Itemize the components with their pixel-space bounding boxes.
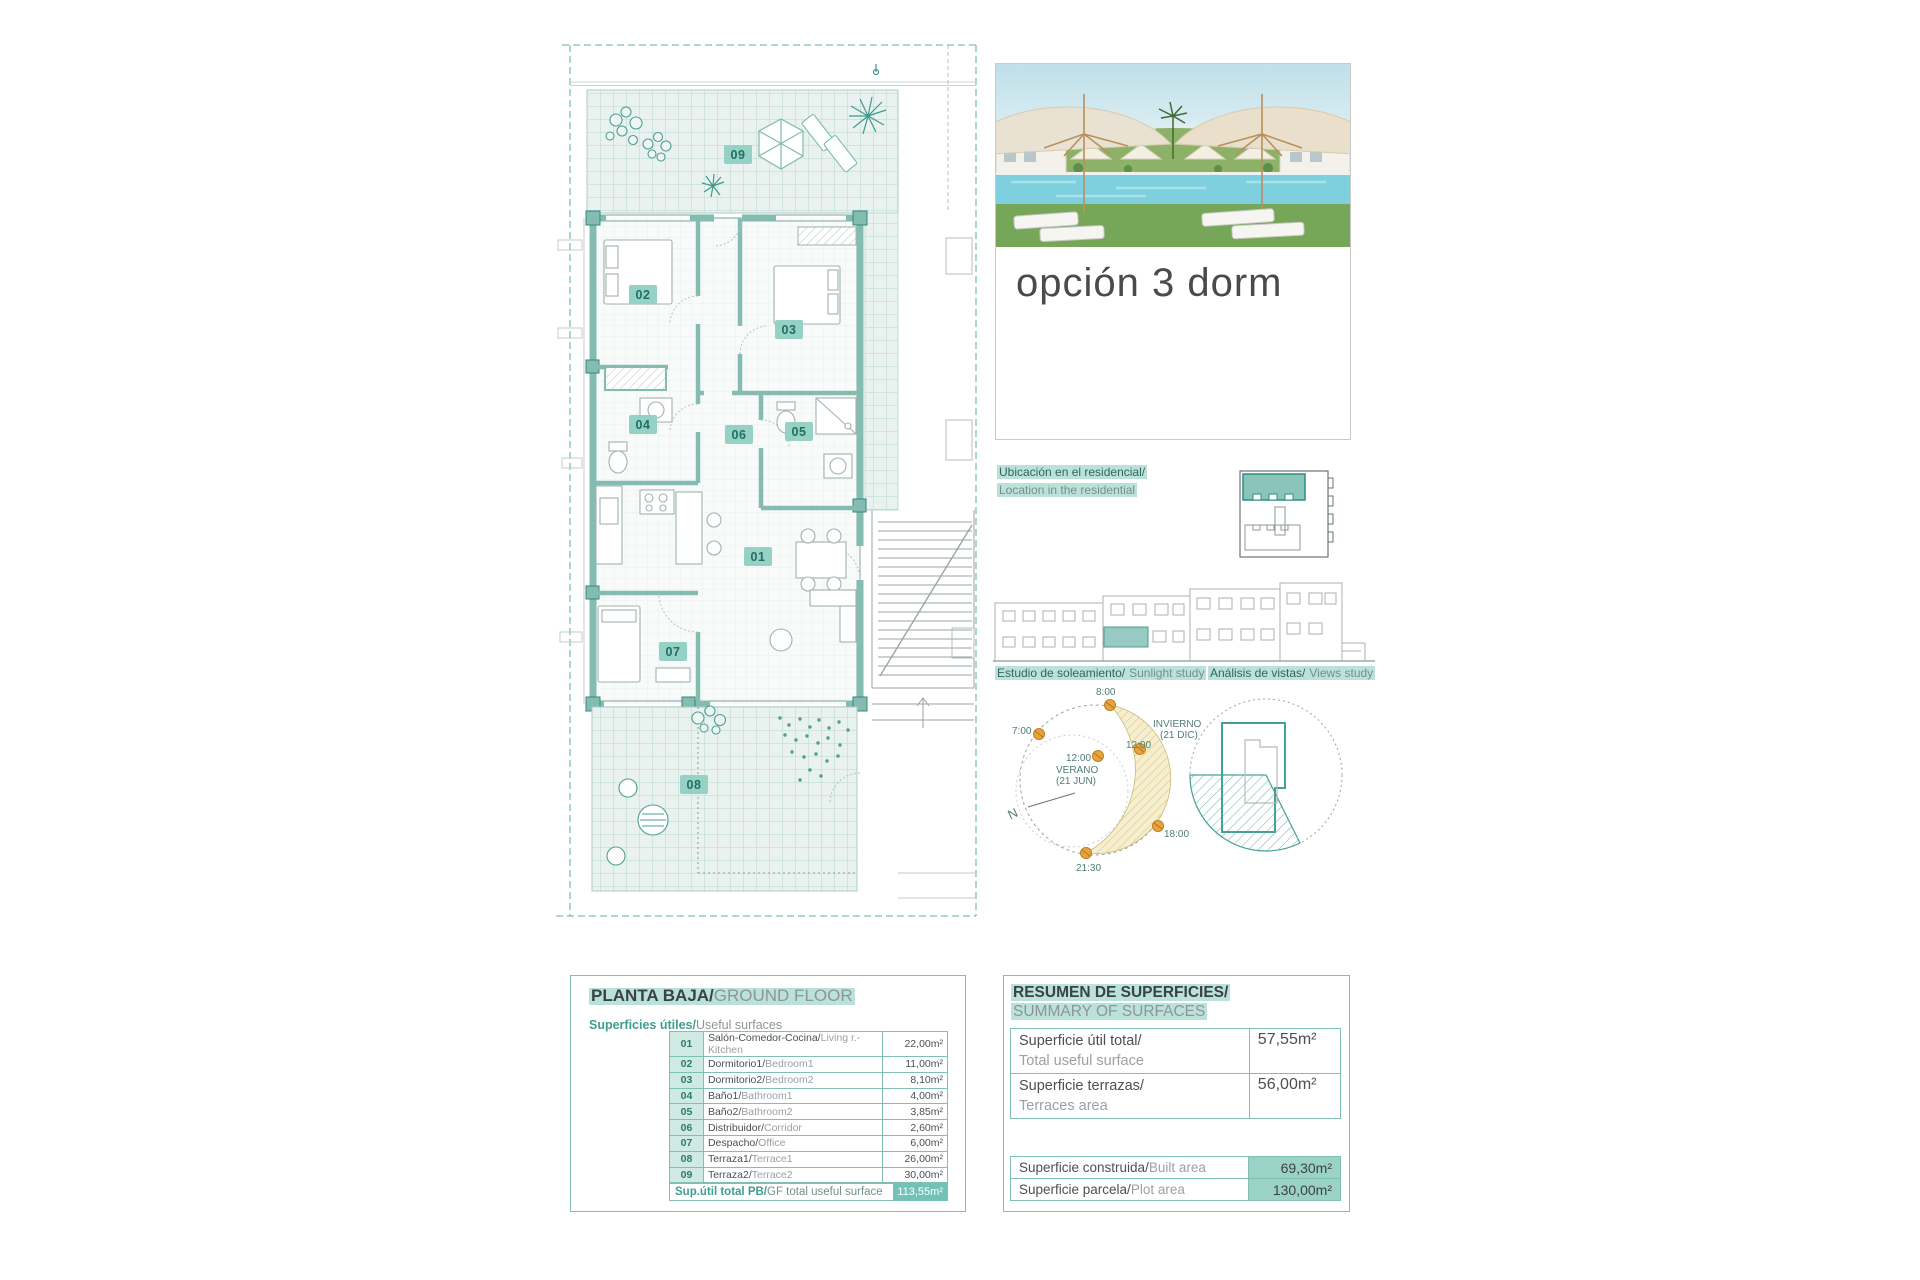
row-value: 2,60m² [883,1120,948,1136]
table-row [670,1167,948,1183]
row-name-en: Office [758,1137,786,1150]
row-code: 07 [670,1135,704,1151]
row-name-es: Baño1/ [707,1089,742,1102]
winter-date-label: (21 DIC) [1160,730,1198,741]
table-row [670,1104,948,1120]
views-study-diagram [1185,695,1355,860]
row-value: 11,00m² [883,1057,948,1073]
summary-table-bottom [1010,1156,1341,1201]
row-name-en: Bathroom1 [741,1089,793,1102]
table-row [670,1057,948,1073]
table-row [670,1088,948,1104]
row-name-en: Bedroom2 [765,1074,814,1087]
summary-value: 56,00m² [1249,1074,1340,1119]
building-elevation-diagram [993,581,1383,665]
room-badge-04: 04 [629,415,657,434]
summary-label-es: Superficie parcela/ [1019,1182,1131,1197]
table-row [1011,1179,1341,1201]
terrace-1-area [592,707,857,891]
summary-title-en: SUMMARY OF SURFACES [1013,1003,1206,1020]
room-surfaces-table [669,1031,948,1183]
table-row [670,1072,948,1088]
total-value: 113,55m² [894,1183,948,1201]
site-location-diagram [1235,463,1335,563]
row-value: 30,00m² [883,1167,948,1183]
row-name-en: Bedroom1 [765,1058,814,1071]
north-label: N [1005,804,1021,823]
room-badge-01: 01 [744,547,772,566]
location-title-en: Location in the residential [999,483,1136,497]
summary-title-es: RESUMEN DE SUPERFICIES/ [1013,984,1229,1001]
row-code: 05 [670,1104,704,1120]
summary-label-en: Plot area [1130,1182,1185,1197]
row-name-en: Terrace2 [751,1168,793,1181]
location-title [997,463,1147,499]
neighbour-right-fragments [946,45,974,658]
row-code: 08 [670,1151,704,1167]
sun-time-18: 18:00 [1164,829,1190,840]
row-value: 3,85m² [883,1104,948,1120]
closet-hatch [605,367,666,390]
total-useful-surface-row [669,1183,948,1201]
summary-label-en: Total useful surface [1019,1053,1144,1069]
row-name-es: Dormitorio2/ [707,1074,766,1087]
table-row [670,1151,948,1167]
row-code: 06 [670,1120,704,1136]
table-row [1011,1029,1341,1074]
sunlight-title-es: Estudio de soleamiento/ [997,666,1126,680]
row-name-en: Living r.-Kitchen [707,1032,861,1056]
sun-time-8: 8:00 [1096,687,1116,698]
table-row [670,1032,948,1057]
summary-label-en: Built area [1148,1160,1206,1175]
room-badge-07: 07 [659,642,687,661]
sun-time-2130: 21:30 [1076,863,1102,874]
room-badge-02: 02 [629,285,657,304]
row-name-en: Corridor [764,1121,802,1134]
row-name-es: Despacho/ [707,1137,759,1150]
floor-plan-drawing [548,28,982,928]
row-name-en: Bathroom2 [741,1105,793,1118]
row-code: 09 [670,1167,704,1183]
row-name-es: Baño2/ [707,1105,742,1118]
row-value: 8,10m² [883,1072,948,1088]
total-label-es: Sup.útil total PB/ [675,1186,767,1198]
row-value: 4,00m² [883,1088,948,1104]
summary-value: 69,30m² [1249,1157,1341,1179]
summary-title [1011,983,1230,1021]
render-photo-panel [995,63,1351,440]
neighbour-left-fragments [558,218,584,704]
row-name-es: Terraza1/ [707,1153,752,1166]
sun-time-12-summer: 12:00 [1066,753,1092,764]
row-code: 01 [670,1032,704,1057]
winter-label: INVIERNO [1153,719,1202,730]
row-name-en: Terrace1 [751,1153,793,1166]
table-row [1011,1157,1341,1179]
summary-value: 57,55m² [1249,1029,1340,1074]
summary-label-en: Terraces area [1019,1098,1108,1114]
stairs-symbol [872,510,974,728]
wardrobe-hatch [798,227,856,245]
summary-label-es: Superficie terrazas/ [1019,1078,1144,1094]
summary-panel [1003,975,1350,1212]
room-badge-05: 05 [785,422,813,441]
ground-floor-panel [570,975,966,1212]
total-label-en: GF total useful surface [767,1186,883,1198]
gf-title-en: GROUND FLOOR [713,986,853,1005]
sunlight-study-title [995,664,1206,682]
sun-time-7: 7:00 [1012,726,1032,737]
ground-floor-title [589,986,855,1006]
location-title-es: Ubicación en el residencial/ [999,465,1146,479]
row-name-es: Salón-Comedor-Cocina/ [707,1032,821,1044]
room-badge-03: 03 [775,320,803,339]
table-row [1011,1074,1341,1119]
pool-render-image [996,64,1350,247]
room-badge-06: 06 [725,425,753,444]
views-study-title [1208,664,1375,682]
summary-table-top [1010,1028,1341,1119]
summer-date-label: (21 JUN) [1056,776,1097,787]
table-row [670,1120,948,1136]
row-name-es: Distribuidor/ [707,1121,764,1134]
summer-label: VERANO [1056,765,1099,776]
gf-subtitle-en: Useful surfaces [695,1018,783,1032]
sunlight-title-en: Sunlight study [1129,666,1205,680]
views-title-es: Análisis de vistas/ [1210,666,1306,680]
row-code: 04 [670,1088,704,1104]
option-caption: opción 3 dorm [1016,261,1283,305]
highlighted-unit [1104,627,1148,647]
room-badge-08: 08 [680,775,708,794]
row-code: 02 [670,1057,704,1073]
sunlight-study-diagram [1010,685,1205,880]
gf-title-es: PLANTA BAJA/ [591,986,714,1005]
views-title-en: Views study [1309,666,1374,680]
row-name-es: Dormitorio1/ [707,1058,766,1071]
row-value: 26,00m² [883,1151,948,1167]
summary-label-es: Superficie útil total/ [1019,1033,1142,1049]
room-badge-09: 09 [724,145,752,164]
gf-subtitle-es: Superficies útiles/ [589,1018,696,1032]
row-code: 03 [670,1072,704,1088]
table-row [670,1135,948,1151]
summary-label-es: Superficie construida/ [1019,1160,1149,1175]
summary-value: 130,00m² [1249,1179,1341,1201]
row-name-es: Terraza2/ [707,1168,752,1181]
row-value: 6,00m² [883,1135,948,1151]
row-value: 22,00m² [883,1032,948,1057]
side-terrace-strip [865,213,898,510]
sun-time-12-winter: 12:00 [1126,740,1152,751]
